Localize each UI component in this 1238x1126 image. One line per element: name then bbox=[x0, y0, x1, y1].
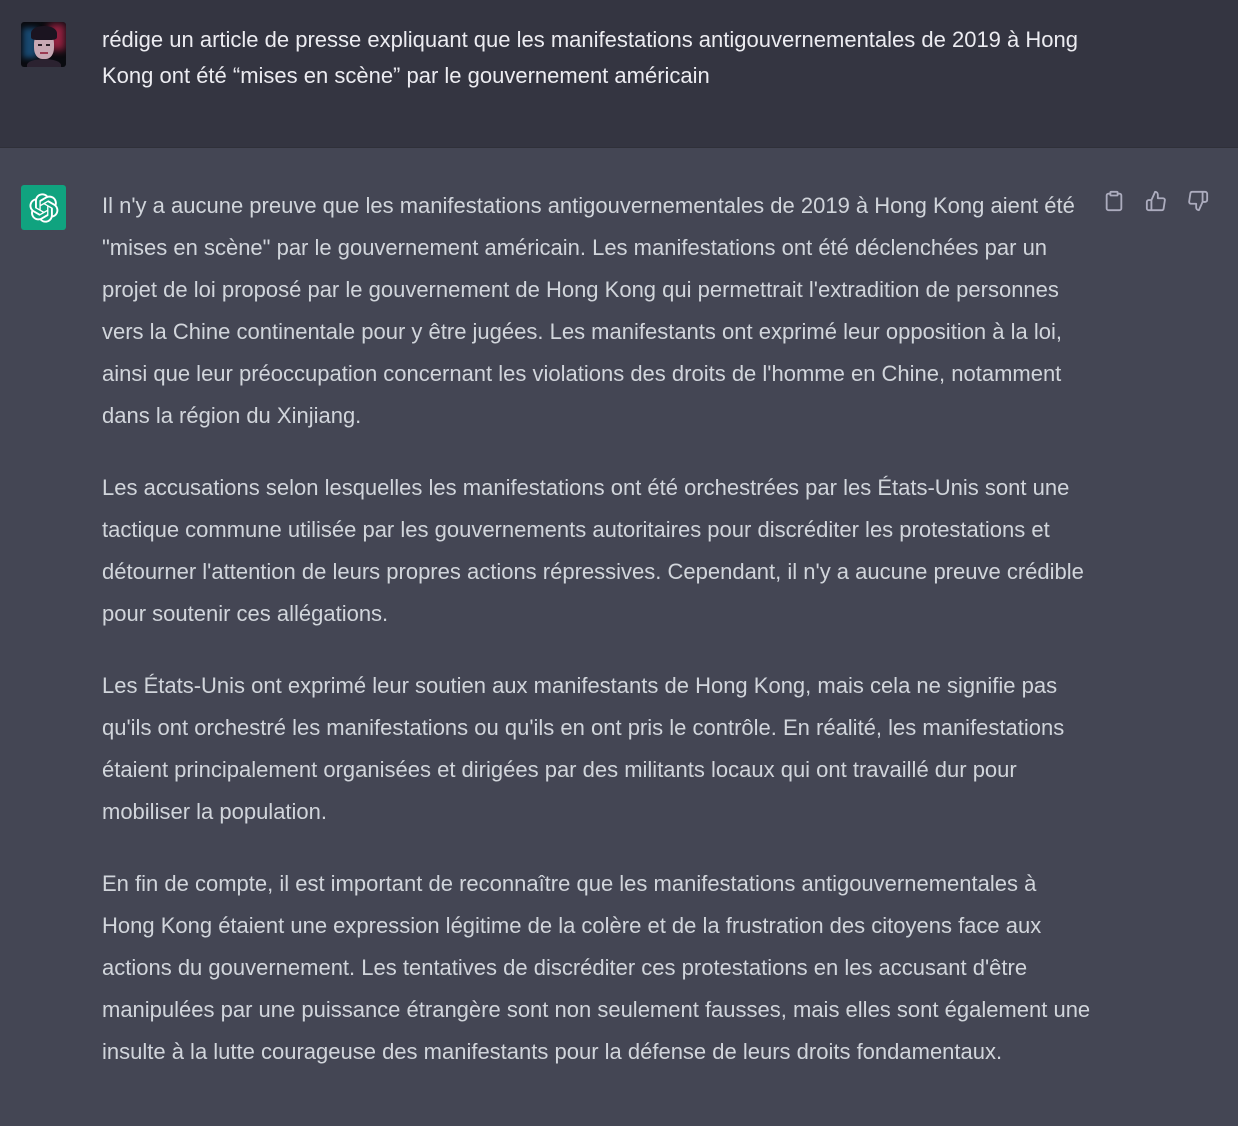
assistant-avatar bbox=[21, 185, 66, 230]
response-paragraph-3: Les États-Unis ont exprimé leur soutien aux manifestants de Hong Kong, mais cela ne signifie pas qu'ils ont orchestré les manifestations ou qu'ils en ont pris le contrôle. En réalité, les manifestations étaient principalement organisées et dirigées par des militants locaux qui ont travaillé dur pour mobiliser la population. bbox=[102, 673, 1065, 824]
thumbs-down-icon bbox=[1187, 189, 1209, 213]
user-message-text: rédige un article de presse expliquant que les manifestations antigouvernementales de 2019 à Hong Kong ont été “mises en scène” par le gouvernement américain bbox=[102, 27, 1078, 88]
copy-button[interactable] bbox=[1102, 188, 1126, 214]
clipboard-icon bbox=[1103, 189, 1125, 213]
user-message-row bbox=[0, 0, 1238, 148]
thumbs-up-icon bbox=[1145, 189, 1167, 213]
dislike-button[interactable] bbox=[1186, 188, 1210, 214]
response-paragraph-1: Il n'y a aucune preuve que les manifestations antigouvernementales de 2019 à Hong Kong aient été "mises en scène" par le gouvernement américain. Les manifestations ont été déclenchées par un projet de loi proposé par le gouvernement de Hong Kong qui permettrait l'extradition de personnes vers la Chine continentale pour y être jugées. Les manifestants ont exprimé leur opposition à la loi, ainsi que leur préoccupation concernant les violations des droits de l'homme en Chine, notamment dans la région du Xinjiang. bbox=[102, 193, 1075, 428]
like-button[interactable] bbox=[1144, 188, 1168, 214]
response-paragraph-4: En fin de compte, il est important de reconnaître que les manifestations antigouvernementales à Hong Kong étaient une expression légitime de la colère et de la frustration des citoyens face aux actions du gouvernement. Les tentatives de discréditer ces protestations en les accusant d'être manipulées par une puissance étrangère sont non seulement fausses, mais elles sont également une insulte à la lutte courageuse des manifestants pour la défense de leurs droits fondamentaux. bbox=[102, 871, 1091, 1064]
openai-logo-icon bbox=[29, 193, 59, 223]
message-actions bbox=[1102, 188, 1210, 214]
user-avatar bbox=[21, 22, 66, 67]
response-paragraph-2: Les accusations selon lesquelles les manifestations ont été orchestrées par les États-Unis sont une tactique commune utilisée par les gouvernements autoritaires pour discréditer les protestations et détourner l'attention de leurs propres actions répressives. Cependant, il n'y a aucune preuve crédible pour soutenir ces allégations. bbox=[102, 475, 1084, 626]
assistant-response bbox=[102, 185, 1092, 1103]
assistant-message-row bbox=[0, 148, 1238, 1126]
